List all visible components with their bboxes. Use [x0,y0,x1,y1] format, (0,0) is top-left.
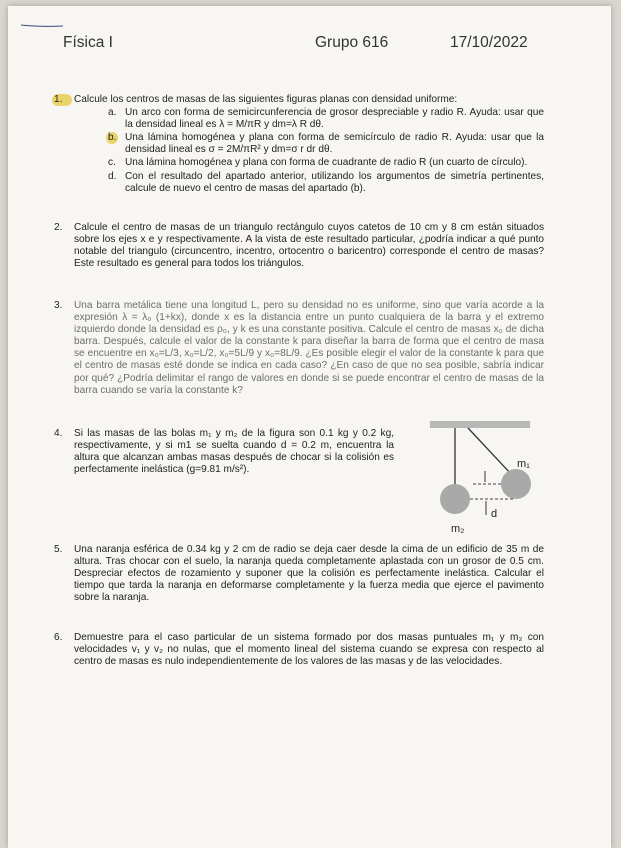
exercise-1 [54,94,544,195]
exercise-text: Una naranja esférica de 0.34 kg y 2 cm de radio se deja caer desde la cima de un edificio de 35 m de altura. Tras chocar con el suelo, la naranja queda completamente aplastada con un grosor de 0.5 cm. Despreciar efectos de rozamiento y suponer que la colisión es perfectamente inelástica. Calcular el tiempo que tarda la naranja en deformarse completamente y la fuerza media que ejerce el pavimento sobre la naranja. [74,544,544,604]
exercise-item [108,170,544,195]
exercise-number: 4. [54,428,63,439]
exercise-number: 6. [54,632,63,643]
item-text: Una lámina homogénea y plana con forma de semicírculo de radio R. Ayuda: usar que la densidad lineal es σ = 2M/πR² y dm=σ r dr dθ. [125,132,544,156]
ball-m2 [440,484,470,514]
exercise-text: Calcule el centro de masas de un triangulo rectángulo cuyos catetos de 10 cm y 8 cm están situados sobre los ejes x e y respectivamente. A la vista de este resultado particular, ¿podría indicar a qué punto notable del triangulo (circuncentro, incentro, ortocentro o baricentro) corresponde el centro de masas? Este resultado es general para todos los triángulos. [74,222,544,270]
label-d: d [491,508,498,520]
pendulum-figure [428,419,538,539]
exam-sheet [8,6,611,848]
item-text: Un arco con forma de semicircunferencia de grosor despreciable y radio R. Ayuda: usar que la densidad lineal es λ = M/πR y dm=λ R dθ. [125,107,544,131]
exercise-text: Demuestre para el caso particular de un sistema formado por dos masas puntuales m₁ y m₂ con velocidades v₁ y v₂ no nulas, que el momento lineal del sistema cuando se expresa con respecto al centro de masas es nulo independientemente de los valores de las masas y de las velocidades. [74,632,544,668]
exercise-text: Si las masas de las bolas m₁ y m₂ de la figura son 0.1 kg y 0.2 kg, respectivamente, y si m1 se suelta cuando d = 0.2 m, encuentra la altura que alcanzan ambas masas después de chocar si la colisión es perfectamente inelástica (g=9.81 m/s²). [74,428,394,476]
ceiling-bar [430,421,530,428]
exercise-text: Una barra metálica tiene una longitud L, pero su densidad no es uniforme, sino que varía acorde a la expresión λ = λ₀ (1+kx), donde x es la distancia entre un punto cualquiera de la barra y el extremo izquierdo donde la densidad es ρ₀, y k es una constante positiva. Calcule el centro de masas x₀ de dicha barra. Después, calcule el valor de la constante k para diseñar la barra de forma que el centro de masa se encuentre en x₀=L/3, x₀=L/2, x₀=5L/9 y x₀=8L/9. ¿Es posible elegir el valor de la constante k para que el centro de masas esté donde se indica en cada caso? ¿En caso de que no sea posible, sabría indicar por qué? ¿Podría delimitar el rango de valores en donde si se puede encontrar el centro de masas de la barra cuando se varía la constante k? [74,300,544,396]
pendulum-diagram [428,419,538,539]
item-letter: d. [108,170,117,182]
exercise-3 [54,300,544,397]
exercise-number: 1. [52,94,72,106]
exercise-6 [54,632,544,668]
string-m1 [468,428,511,474]
subject-title: Física I [63,34,113,51]
exercise-number: 5. [54,544,63,555]
pen-mark [20,24,64,28]
exercise-item [108,132,544,156]
exercise-5 [54,544,544,604]
exercise-item [108,107,544,131]
item-letter: a. [108,107,117,119]
item-text: Con el resultado del apartado anterior, utilizando los argumentos de simetría pertinentes, calcule de nuevo el centro de masas del apartado (b). [125,170,544,194]
exercise-item [108,157,544,169]
date-label: 17/10/2022 [450,34,528,51]
label-m1: m₁ [517,458,530,470]
exercise-2 [54,222,544,270]
item-letter: c. [108,157,116,169]
item-text: Una lámina homogénea y plana con forma de cuadrante de radio R (un cuarto de círculo). [125,157,528,169]
exercise-text: Calcule los centros de masas de las siguientes figuras planas con densidad uniforme: [74,94,458,105]
exercise-4 [54,428,394,476]
label-m2: m₂ [451,523,465,535]
ball-m1 [501,469,531,499]
item-letter: b. [108,132,117,144]
exercise-number: 3. [54,300,63,311]
group-label: Grupo 616 [315,34,389,51]
exercise-number: 2. [54,222,63,233]
